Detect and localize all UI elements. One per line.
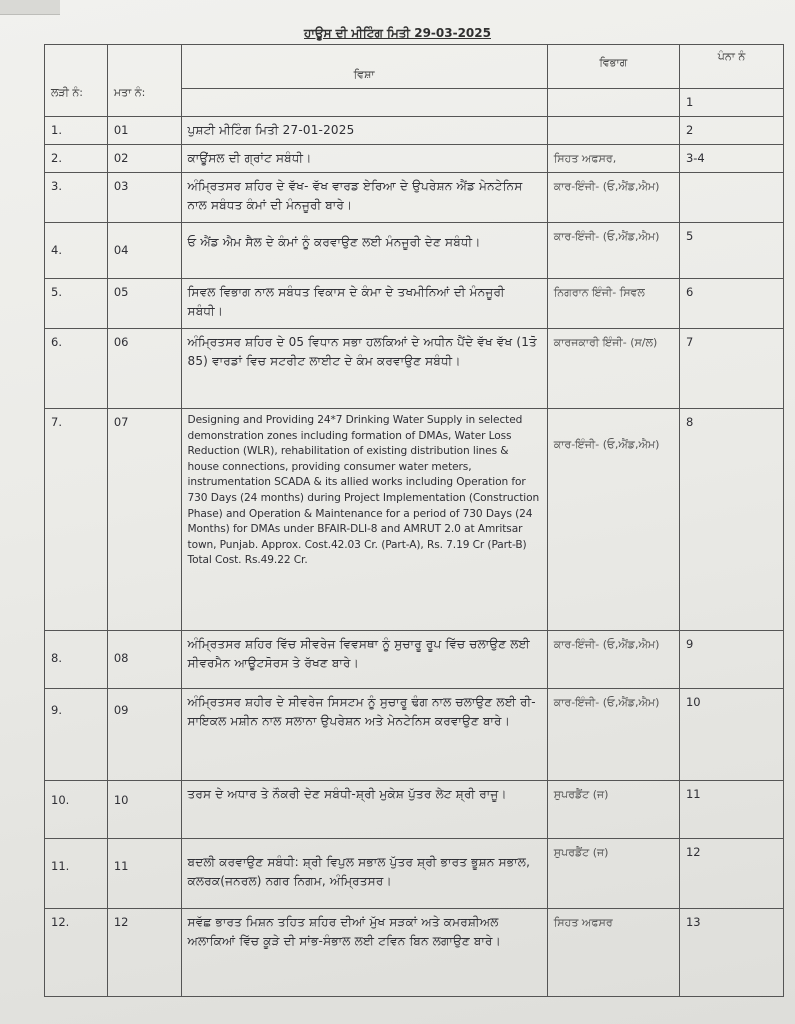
page-cell: 13	[679, 909, 783, 997]
page-cell: 9	[679, 631, 783, 689]
department-cell: ਸਿਹਤ ਅਫਸਰ,	[547, 145, 679, 173]
department-cell: ਨਿਗਰਾਨ ਇੰਜੀ- ਸਿਵਲ	[547, 279, 679, 329]
subject-cell: ਬਦਲੀ ਕਰਵਾਉਣ ਸਬੰਧੀ: ਸ਼੍ਰੀ ਵਿਪੁਲ ਸਭਾਲ ਪੁੱਤਰ ਸ਼੍ਰੀ ਭਾਰਤ ਭੂਸ਼ਨ ਸਭਾਲ, ਕਲਰਕ(ਜਨਰਲ) ਨਗਰ ਨਿਗਮ, ਅੰਮ੍ਰਿਤਸਰ।	[181, 839, 547, 909]
agenda-table	[44, 44, 784, 997]
resolution-cell: 03	[107, 173, 181, 223]
table-row	[45, 145, 784, 173]
header-subject: ਵਿਸ਼ਾ	[181, 45, 547, 89]
header-page-value: 1	[679, 89, 783, 117]
serial-cell: 2.	[45, 145, 108, 173]
subject-cell: ਓ ਐਂਡ ਐਮ ਸੈਲ ਦੇ ਕੰਮਾਂ ਨੂੰ ਕਰਵਾਉਣ ਲਈ ਮੰਨਜੂਰੀ ਦੇਣ ਸਬੰਧੀ।	[181, 223, 547, 279]
department-cell: ਕਾਰ-ਇੰਜੀ- (ਓ,ਐਂਡ,ਐਮ)	[547, 409, 679, 631]
table-row	[45, 279, 784, 329]
subject-cell: ਕਾਊਂਸਲ ਦੀ ਗ੍ਰਾਂਟ ਸਬੰਧੀ।	[181, 145, 547, 173]
table-row	[45, 689, 784, 781]
table-row	[45, 839, 784, 909]
table-row	[45, 909, 784, 997]
subject-cell: ਸਿਵਲ ਵਿਭਾਗ ਨਾਲ ਸਬੰਧਤ ਵਿਕਾਸ ਦੇ ਕੰਮਾ ਦੇ ਤਖਮੀਨਿਆਂ ਦੀ ਮੰਨਜੂਰੀ ਸਬੰਧੀ।	[181, 279, 547, 329]
table-row	[45, 117, 784, 145]
resolution-cell: 12	[107, 909, 181, 997]
resolution-cell: 09	[107, 689, 181, 781]
page-cell: 7	[679, 329, 783, 409]
page-cell: 5	[679, 223, 783, 279]
subject-cell: ਪੁਸ਼ਟੀ ਮੀਟਿੰਗ ਮਿਤੀ 27-01-2025	[181, 117, 547, 145]
header-serial: ਲੜੀ ਨੰ:	[45, 45, 108, 117]
paper-fold	[0, 0, 60, 15]
table-row	[45, 631, 784, 689]
serial-cell: 1.	[45, 117, 108, 145]
serial-cell: 11.	[45, 839, 108, 909]
subject-cell: ਅੰਮ੍ਰਿਤਸਰ ਸ਼ਹੀਰ ਦੇ ਸੀਵਰੇਜ ਸਿਸਟਮ ਨੂੰ ਸੁਚਾਰੂ ਢੰਗ ਨਾਲ ਚਲਾਉਣ ਲਈ ਰੀ-ਸਾਇਕਲ ਮਸ਼ੀਨ ਨਾਲ ਸਲਾਨਾ ਉਪਰੇਸ਼ਨ ਅਤੇ ਮੇਨਟੇਨਿਸ ਕਰਵਾਉਣ ਬਾਰੇ।	[181, 689, 547, 781]
department-cell: ਕਾਰ-ਇੰਜੀ- (ਓ,ਐਂਡ,ਐਮ)	[547, 173, 679, 223]
serial-cell: 5.	[45, 279, 108, 329]
table-row	[45, 223, 784, 279]
document-title: ਹਾਊਸ ਦੀ ਮੀਟਿੰਗ ਮਿਤੀ 29-03-2025	[304, 26, 491, 40]
table-row	[45, 173, 784, 223]
resolution-cell: 08	[107, 631, 181, 689]
page-cell: 6	[679, 279, 783, 329]
header-subject-blank	[181, 89, 547, 117]
serial-cell: 3.	[45, 173, 108, 223]
table-row	[45, 409, 784, 631]
resolution-cell: 01	[107, 117, 181, 145]
subject-cell: ਤਰਸ ਦੇ ਅਧਾਰ ਤੇ ਨੌਕਰੀ ਦੇਣ ਸਬੰਧੀ-ਸ਼੍ਰੀ ਮੁਕੇਸ਼ ਪੁੱਤਰ ਲੇਟ ਸ਼੍ਰੀ ਰਾਜੂ।	[181, 781, 547, 839]
department-cell	[547, 117, 679, 145]
header-department-blank	[547, 89, 679, 117]
resolution-cell: 06	[107, 329, 181, 409]
header-row	[45, 45, 784, 89]
department-cell: ਸੁਪਰਡੈਂਟ (ਜ)	[547, 781, 679, 839]
department-cell: ਕਾਰ-ਇੰਜੀ- (ਓ,ਐਂਡ,ਐਮ)	[547, 223, 679, 279]
subject-cell: Designing and Providing 24*7 Drinking Water Supply in selected demonstration zones including formation of DMAs, Water Loss Reduction (WLR), rehabilitation of existing distribution lines & house connections, providing consumer water meters, instrumentation SCADA & its allied works including Operation for 730 Days (24 months) during Project Implementation (Construction Phase) and Operation & Maintenance for a period of 730 Days (24 Months) for DMAs under BFAIR-DLI-8 and AMRUT 2.0 at Amritsar town, Punjab. Approx. Cost.42.03 Cr. (Part-A), Rs. 7.19 Cr (Part-B) Total Cost. Rs.49.22 Cr.	[181, 409, 547, 631]
resolution-cell: 04	[107, 223, 181, 279]
page-cell	[679, 173, 783, 223]
serial-cell: 7.	[45, 409, 108, 631]
department-cell: ਸਿਹਤ ਅਫਸਰ	[547, 909, 679, 997]
department-cell: ਕਾਰ-ਇੰਜੀ- (ਓ,ਐਂਡ,ਐਮ)	[547, 689, 679, 781]
resolution-cell: 10	[107, 781, 181, 839]
serial-cell: 12.	[45, 909, 108, 997]
subject-cell: ਅੰਮ੍ਰਿਤਸਰ ਸ਼ਹਿਰ ਦੇ 05 ਵਿਧਾਨ ਸਭਾ ਹਲਕਿਆਂ ਦੇ ਅਧੀਨ ਪੈਂਦੇ ਵੱਖ ਵੱਖ (1ਤੋ 85) ਵਾਰਡਾਂ ਵਿਚ ਸਟਰੀਟ ਲਾਈਟ ਦੇ ਕੰਮ ਕਰਵਾਉਣ ਸਬੰਧੀ।	[181, 329, 547, 409]
page-cell: 12	[679, 839, 783, 909]
page-cell: 3-4	[679, 145, 783, 173]
page-cell: 2	[679, 117, 783, 145]
department-cell: ਕਾਰ-ਇੰਜੀ- (ਓ,ਐਂਡ,ਐਮ)	[547, 631, 679, 689]
resolution-cell: 11	[107, 839, 181, 909]
resolution-cell: 07	[107, 409, 181, 631]
header-page: ਪੰਨਾ ਨੰ	[679, 45, 783, 89]
resolution-cell: 02	[107, 145, 181, 173]
page-cell: 10	[679, 689, 783, 781]
header-resolution: ਮਤਾ ਨੰ:	[107, 45, 181, 117]
resolution-cell: 05	[107, 279, 181, 329]
serial-cell: 4.	[45, 223, 108, 279]
page-cell: 11	[679, 781, 783, 839]
table-row	[45, 329, 784, 409]
serial-cell: 8.	[45, 631, 108, 689]
header-department: ਵਿਭਾਗ	[547, 45, 679, 89]
subject-cell: ਸਵੱਛ ਭਾਰਤ ਮਿਸ਼ਨ ਤਹਿਤ ਸ਼ਹਿਰ ਦੀਆਂ ਮੁੱਖ ਸੜਕਾਂ ਅਤੇ ਕਮਰਸ਼ੀਅਲ ਅਲਾਕਿਆਂ ਵਿੱਚ ਕੂੜੇ ਦੀ ਸਾਂਭ-ਸੰਭਾਲ ਲਈ ਟਵਿਨ ਬਿਨ ਲਗਾਉਣ ਬਾਰੇ।	[181, 909, 547, 997]
table-row	[45, 781, 784, 839]
serial-cell: 10.	[45, 781, 108, 839]
subject-cell: ਅੰਮ੍ਰਿਤਸਰ ਸ਼ਹਿਰ ਦੇ ਵੱਖ- ਵੱਖ ਵਾਰਡ ਏਰਿਆ ਦੇ ਉਪਰੇਸ਼ਨ ਐਂਡ ਮੇਨਟੇਨਿਸ ਨਾਲ ਸਬੰਧਤ ਕੰਮਾਂ ਦੀ ਮੰਨਜੂਰੀ ਬਾਰੇ।	[181, 173, 547, 223]
department-cell: ਕਾਰਜਕਾਰੀ ਇੰਜੀ- (ਸ/ਲ)	[547, 329, 679, 409]
serial-cell: 6.	[45, 329, 108, 409]
page-cell: 8	[679, 409, 783, 631]
department-cell: ਸੁਪਰਡੈਂਟ (ਜ)	[547, 839, 679, 909]
subject-cell: ਅੰਮ੍ਰਿਤਸਰ ਸ਼ਹਿਰ ਵਿੱਚ ਸੀਵਰੇਜ ਵਿਵਸਥਾ ਨੂੰ ਸੁਚਾਰੂ ਰੂਪ ਵਿੱਚ ਚਲਾਉਣ ਲਈ ਸੀਵਰਮੈਨ ਆਊਟਸੋਰਸ ਤੇ ਰੱਖਣ ਬਾਰੇ।	[181, 631, 547, 689]
serial-cell: 9.	[45, 689, 108, 781]
